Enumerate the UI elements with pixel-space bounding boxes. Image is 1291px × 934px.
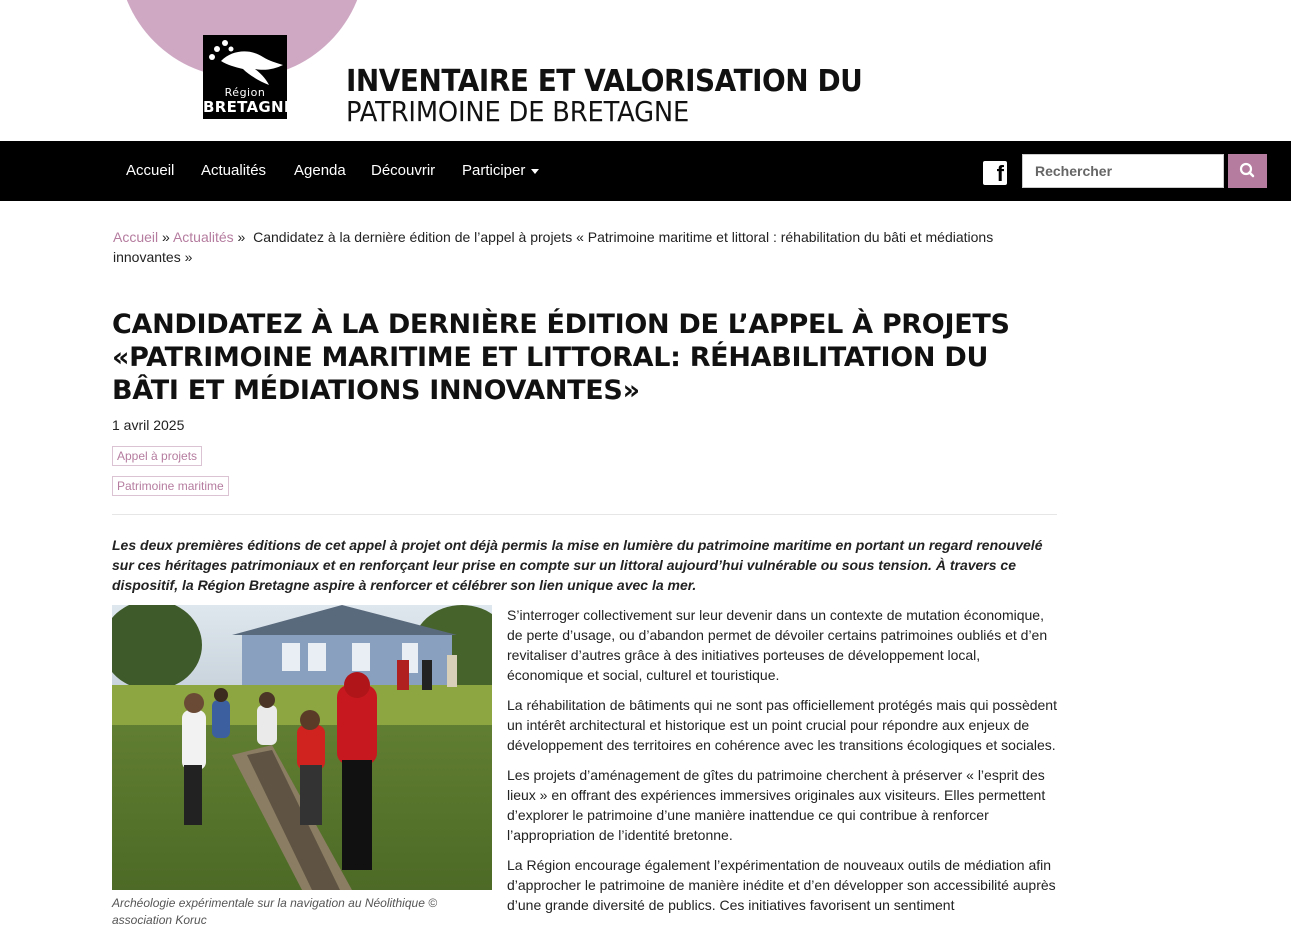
tag-patrimoine-maritime[interactable]: Patrimoine maritime: [112, 476, 229, 496]
nav-item-agenda[interactable]: Agenda: [294, 162, 346, 179]
article-paragraph: La réhabilitation de bâtiments qui ne sont pas officiellement protégés mais qui possèdent un intérêt architectural et historique est un point crucial pour répondre aux enjeux de développement des territoires en cohérence avec les transitions écologiques et sociales.: [507, 697, 1057, 753]
search-button[interactable]: [1228, 154, 1267, 188]
tag-appel-a-projets[interactable]: Appel à projets: [112, 446, 202, 466]
site-title-line2[interactable]: PATRIMOINE DE BRETAGNE: [346, 95, 690, 128]
site-header: [0, 0, 1291, 141]
article-photo[interactable]: [112, 605, 492, 890]
breadcrumb-separator: »: [162, 229, 170, 245]
article-body: [507, 605, 1059, 925]
site-title-line1[interactable]: INVENTAIRE ET VALORISATION DU: [346, 64, 863, 99]
search-input[interactable]: [1022, 154, 1224, 188]
article-paragraph: S’interroger collectivement sur leur devenir dans un contexte de mutation économique, de perte d’usage, ou d’abandon permet de dévoiler certains patrimoines oubliés et d’en revitaliser d’autres grâce à des initiatives porteuses de développement local, économique et social, culturel et touristique.: [507, 607, 1048, 683]
logo-bretagne-text: BRETAGNE: [203, 98, 295, 116]
ermine-icon: [203, 35, 287, 87]
nav-item-decouvrir[interactable]: Découvrir: [371, 162, 436, 179]
nav-item-participer-label: Participer: [462, 162, 526, 179]
photo-caption: Archéologie expérimentale sur la navigation au Néolithique © association Koruc: [112, 896, 438, 927]
photo-archaeology-scene: [112, 605, 492, 890]
breadcrumb-current: Candidatez à la dernière édition de l’appel à projets « Patrimoine maritime et littoral : réhabilitation du bâti et médiations innovantes »: [113, 229, 994, 265]
breadcrumb: [113, 227, 1058, 267]
article-date: 1 avril 2025: [112, 417, 185, 433]
breadcrumb-separator: »: [237, 229, 246, 245]
article-title: CANDIDATEZ À LA DERNIÈRE ÉDITION DE L’APPEL À PROJETS «PATRIMOINE MARITIME ET LITTORAL: RÉHABILITATION DU BÂTI ET MÉDIATIONS INNOVANTES»: [112, 309, 1010, 406]
breadcrumb-news-link[interactable]: Actualités: [172, 229, 234, 245]
facebook-icon[interactable]: f: [983, 161, 1007, 185]
nav-item-accueil[interactable]: Accueil: [126, 162, 175, 179]
search-icon: [1228, 154, 1267, 188]
article-paragraph: Les projets d’aménagement de gîtes du patrimoine cherchent à préserver « l’esprit des lieux » en offrant des expériences immersives originales aux visiteurs. Elles permettent d’explorer le patrimoine d’une manière inattendue ce qui contribue à renforcer l’appropriation de l’identité bretonne.: [507, 767, 1046, 843]
divider: [112, 514, 1057, 515]
caret-down-icon: [531, 169, 539, 174]
nav-item-participer[interactable]: [462, 162, 539, 179]
article-paragraph: La Région encourage également l’expérimentation de nouveaux outils de médiation afin d’approcher le patrimoine de manière inédite et d’en développer son accessibilité auprès d’une grande diversité de publics. Ces initiatives favorisent un sentiment: [507, 857, 1056, 913]
breadcrumb-home-link[interactable]: Accueil: [113, 229, 159, 245]
article-intro: Les deux premières éditions de cet appel à projet ont déjà permis la mise en lumière du patrimoine maritime en portant un regard renouvelé sur ces héritages patrimoniaux et en renforçant leur prise en compte sur un littoral aujourd’hui vulnérable ou sous tension. À travers ce dispositif, la Région Bretagne aspire à renforcer et célébrer son lien unique avec la mer.: [112, 537, 1043, 593]
logo-region-text: Région: [224, 86, 266, 99]
region-bretagne-logo[interactable]: [203, 35, 295, 119]
nav-item-actualites[interactable]: Actualités: [201, 162, 267, 179]
